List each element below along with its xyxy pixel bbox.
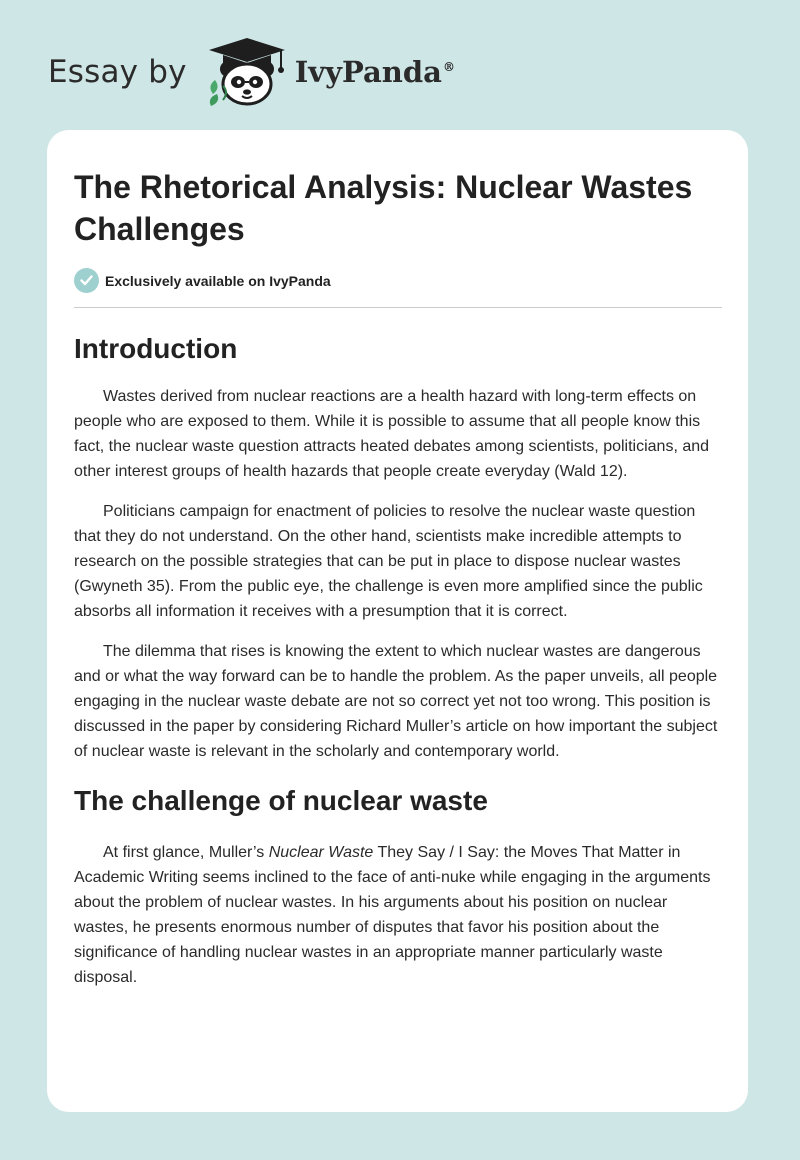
section-heading-introduction: Introduction bbox=[74, 333, 238, 364]
paragraph: Wastes derived from nuclear reactions are a health hazard with long-term effects on people who are exposed to them. While it is possible to assume that all people know this fact, the nuclear waste question attracts heated debates among scientists, politicians, and other interest groups of health hazards that people create everyday (Wald 12). bbox=[74, 388, 710, 480]
ivypanda-logo-icon[interactable] bbox=[201, 36, 293, 108]
paragraph: Politicians campaign for enactment of policies to resolve the nuclear waste question that they do not understand. On the other hand, scientists make incredible attempts to research on the possible strategies that can be put in place to dispose nuclear wastes (Gwyneth 35). From the public eye, the challenge is even more amplified since the public absorbs all information it receives with a presumption that it is correct. bbox=[74, 503, 703, 620]
title-divider bbox=[74, 307, 722, 308]
paragraph-text: At first glance, Muller’s bbox=[103, 844, 269, 861]
site-header bbox=[48, 36, 455, 108]
exclusive-badge-label: Exclusively available on IvyPanda bbox=[105, 272, 331, 289]
essay-card bbox=[47, 130, 748, 1112]
paragraph bbox=[74, 840, 722, 990]
paragraph-text: They Say / I Say: the Moves That Matter in Academic Writing seems inclined to the face of anti-nuke while engaging in the arguments about the problem of nuclear wastes. In his arguments about his position on nuclear wastes, he presents enormous number of disputes that favor his position about the significance of handling nuclear wastes in an appropriate manner particularly waste disposal. bbox=[74, 844, 711, 986]
section-heading-challenge: The challenge of nuclear waste bbox=[74, 785, 488, 816]
exclusive-badge bbox=[74, 268, 722, 293]
italic-book-title: Nuclear Waste bbox=[268, 844, 374, 861]
brand-name-text: IvyPanda bbox=[294, 55, 442, 89]
ivypanda-brand-name[interactable] bbox=[295, 55, 455, 89]
essay-title: The Rhetorical Analysis: Nuclear Wastes Challenges bbox=[74, 169, 693, 247]
essay-by-label: Essay by bbox=[48, 54, 187, 90]
paragraph: The dilemma that rises is knowing the extent to which nuclear wastes are dangerous and or what the way forward can be to handle the problem. As the paper unveils, all people engaging in the nuclear waste debate are not so correct yet not too wrong. This position is discussed in the paper by considering Richard Muller’s article on how important the subject of nuclear waste is relevant in the scholarly and contemporary world. bbox=[74, 643, 718, 760]
registered-mark: ® bbox=[442, 60, 455, 75]
check-circle-icon bbox=[74, 268, 99, 293]
